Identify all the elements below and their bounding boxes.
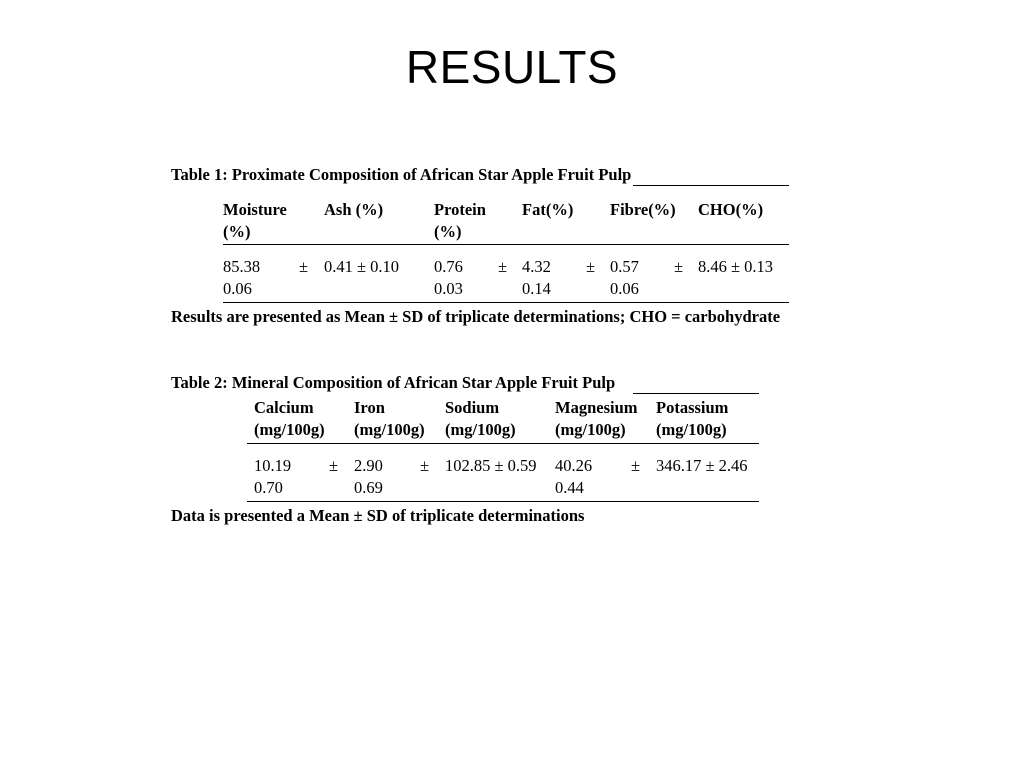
table-2-header-iron: Iron (mg/100g)	[354, 398, 425, 439]
table-1-value-ash: 0.41 ± 0.10	[324, 257, 400, 276]
table-1-top-rule	[633, 185, 789, 186]
table-1-header-fibre: Fibre(%)	[610, 200, 676, 219]
table-1-header-protein: Protein (%)	[434, 200, 486, 241]
table-2-header-calcium: Calcium (mg/100g)	[254, 398, 325, 439]
table-2-header-sodium: Sodium (mg/100g)	[445, 398, 516, 439]
table-2-value-potassium: 346.17 ± 2.46	[656, 456, 748, 475]
table-1-value-moisture: 85.38 0.06 ±	[223, 257, 309, 298]
table-1-header-moisture: Moisture (%)	[223, 200, 287, 241]
table-1-value-fibre: 0.57 0.06 ±	[610, 257, 684, 298]
table-1-value-protein: 0.76 0.03 ±	[434, 257, 508, 298]
table-1-header-ash: Ash (%)	[324, 200, 384, 219]
table-1-header-cho: CHO(%)	[698, 200, 764, 219]
slide-title: RESULTS	[405, 41, 619, 93]
table-2-header-magnesium: Magnesium (mg/100g)	[555, 398, 638, 439]
table-1-caption: Table 1: Proximate Composition of African Star Apple Fruit Pulp	[171, 165, 632, 184]
table-1-header-rule	[223, 244, 789, 245]
table-1-value-cho: 8.46 ± 0.13	[698, 257, 774, 276]
table-1-bottom-rule	[223, 302, 789, 303]
table-1-note: Results are presented as Mean ± SD of triplicate determinations; CHO = carbohydrate	[171, 307, 781, 326]
table-2-caption: Table 2: Mineral Composition of African Star Apple Fruit Pulp	[171, 373, 616, 392]
table-2-top-rule	[633, 393, 759, 394]
table-2-header-potassium: Potassium (mg/100g)	[656, 398, 729, 439]
table-2-value-iron: 2.90 0.69 ±	[354, 456, 430, 497]
table-2-header-rule	[247, 443, 759, 444]
table-2-value-sodium: 102.85 ± 0.59	[445, 456, 537, 475]
table-1-value-fat: 4.32 0.14 ±	[522, 257, 596, 298]
table-2-value-magnesium: 40.26 0.44 ±	[555, 456, 641, 497]
table-2-value-calcium: 10.19 0.70 ±	[254, 456, 339, 497]
table-1-header-fat: Fat(%)	[522, 200, 574, 219]
table-2-note: Data is presented a Mean ± SD of triplicate determinations	[171, 506, 585, 525]
table-2-bottom-rule	[247, 501, 759, 502]
